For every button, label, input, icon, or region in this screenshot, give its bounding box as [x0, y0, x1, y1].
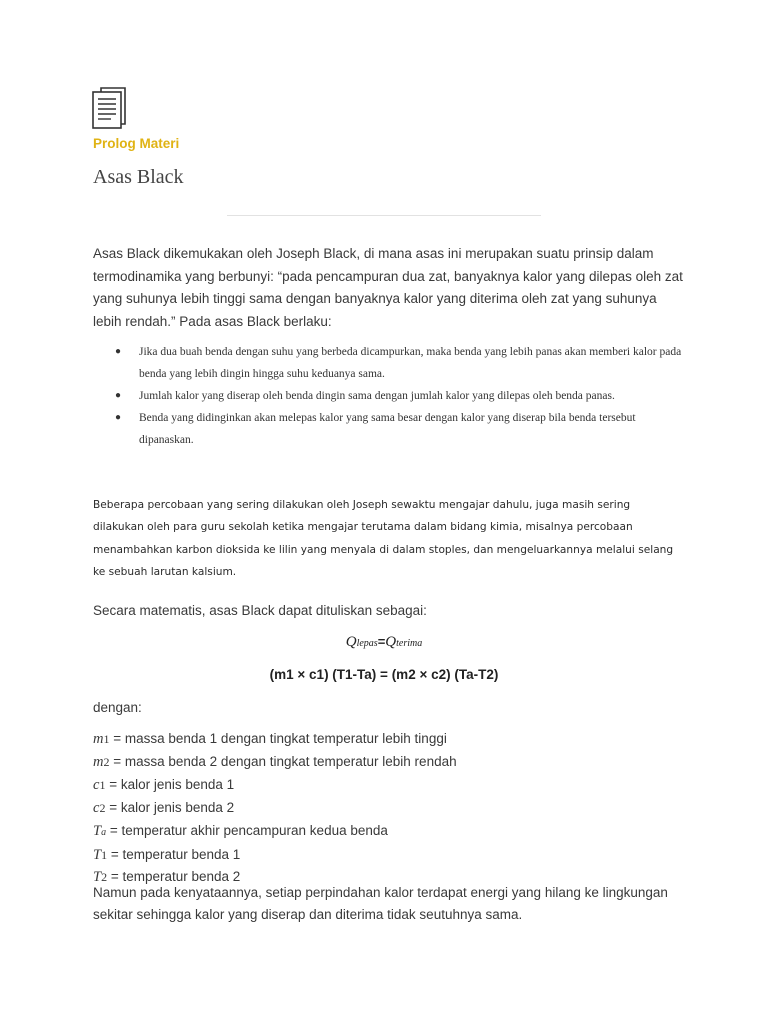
definition-subscript: 2 — [103, 754, 110, 769]
definition-text: = kalor jenis benda 1 — [105, 776, 235, 792]
definition-text: = temperatur benda 1 — [107, 846, 241, 862]
definition-symbol: T — [93, 822, 102, 839]
definition-text: = kalor jenis benda 2 — [105, 799, 235, 815]
definition-text: = temperatur akhir pencampuran kedua benda — [106, 822, 388, 838]
formula-q-terima: Q — [385, 634, 397, 650]
math-intro-paragraph: Secara matematis, asas Black dapat dituliskan sebagai: — [93, 603, 427, 618]
definition-item — [93, 820, 683, 844]
formula-sub-lepas: lepas — [356, 638, 378, 649]
definition-item — [93, 728, 683, 751]
definition-symbol: m — [93, 753, 104, 770]
document-icon — [91, 86, 133, 132]
definition-symbol: c — [93, 776, 100, 793]
definition-subscript: 2 — [101, 870, 108, 885]
definition-symbol: m — [93, 731, 104, 747]
expanded-formula: (m1 × c1) (T1-Ta) = (m2 × c2) (Ta-T2) — [269, 667, 499, 682]
definition-subscript: 1 — [99, 777, 106, 792]
principles-list — [93, 341, 683, 451]
list-item — [93, 341, 683, 385]
definition-text: = massa benda 1 dengan tingkat temperatur lebih tinggi — [109, 731, 447, 746]
definition-item — [93, 751, 683, 774]
list-item — [93, 407, 683, 451]
definition-subscript: a — [101, 826, 107, 838]
definition-symbol: T — [93, 846, 102, 863]
definition-symbol: T — [93, 869, 102, 886]
heat-balance-formula — [0, 634, 768, 651]
formula-sub-terima: terima — [396, 638, 423, 649]
bullet-dot-icon: ● — [115, 412, 122, 423]
variable-definitions — [93, 728, 683, 889]
definition-subscript: 1 — [101, 847, 108, 862]
bullet-dot-icon: ● — [115, 346, 122, 357]
experiments-paragraph: Beberapa percobaan yang sering dilakukan oleh Joseph sewaktu mengajar dahulu, juga masih sering dilakukan oleh para guru sekolah ketika mengajar terutama dalam bidang kimia, misalnya percobaan menambahkan karbon dioksida ke lilin yang menyala di dalam stoples, dan mengeluarkannya melalui selang ke sebuah larutan kalsium. — [93, 499, 674, 578]
definition-text: = temperatur benda 2 — [107, 869, 241, 885]
formula-q-lepas: Q — [345, 634, 357, 650]
bullet-dot-icon: ● — [115, 390, 122, 401]
definition-subscript: 1 — [103, 732, 110, 746]
definition-symbol: c — [93, 799, 100, 816]
definition-item — [93, 797, 683, 820]
dengan-label: dengan: — [93, 700, 142, 715]
page-title: Asas Black — [93, 166, 184, 188]
definition-item — [93, 774, 683, 797]
list-item-text: Jumlah kalor yang diserap oleh benda dingin sama dengan jumlah kalor yang dilepas oleh benda panas. — [139, 390, 615, 402]
list-item — [93, 385, 683, 407]
intro-paragraph: Asas Black dikemukakan oleh Joseph Black, di mana asas ini merupakan suatu prinsip dalam termodinamika yang berbunyi: “pada pencampuran dua zat, banyaknya kalor yang dilepas oleh zat yang suhunya lebih tinggi sama dengan banyaknya kalor yang diterima oleh zat yang suhunya lebih rendah.” Pada asas Black berlaku: — [93, 246, 683, 330]
definition-item — [93, 844, 683, 867]
title-divider — [227, 215, 541, 216]
definition-subscript: 2 — [99, 800, 106, 815]
list-item-text: Jika dua buah benda dengan suhu yang berbeda dicampurkan, maka benda yang lebih panas akan memberi kalor pada benda yang lebih dingin hingga suhu keduanya sama. — [139, 346, 682, 380]
section-label: Prolog Materi — [93, 136, 180, 151]
closing-paragraph: Namun pada kenyataannya, setiap perpindahan kalor terdapat energi yang hilang ke lingkungan sekitar sehingga kalor yang diserap dan diterima tidak seutuhnya sama. — [93, 885, 668, 923]
list-item-text: Benda yang didinginkan akan melepas kalor yang sama besar dengan kalor yang diserap bila benda tersebut dipanaskan. — [139, 412, 636, 446]
formula-equals: = — [377, 634, 386, 649]
definition-text: = massa benda 2 dengan tingkat temperatur lebih rendah — [109, 753, 457, 769]
